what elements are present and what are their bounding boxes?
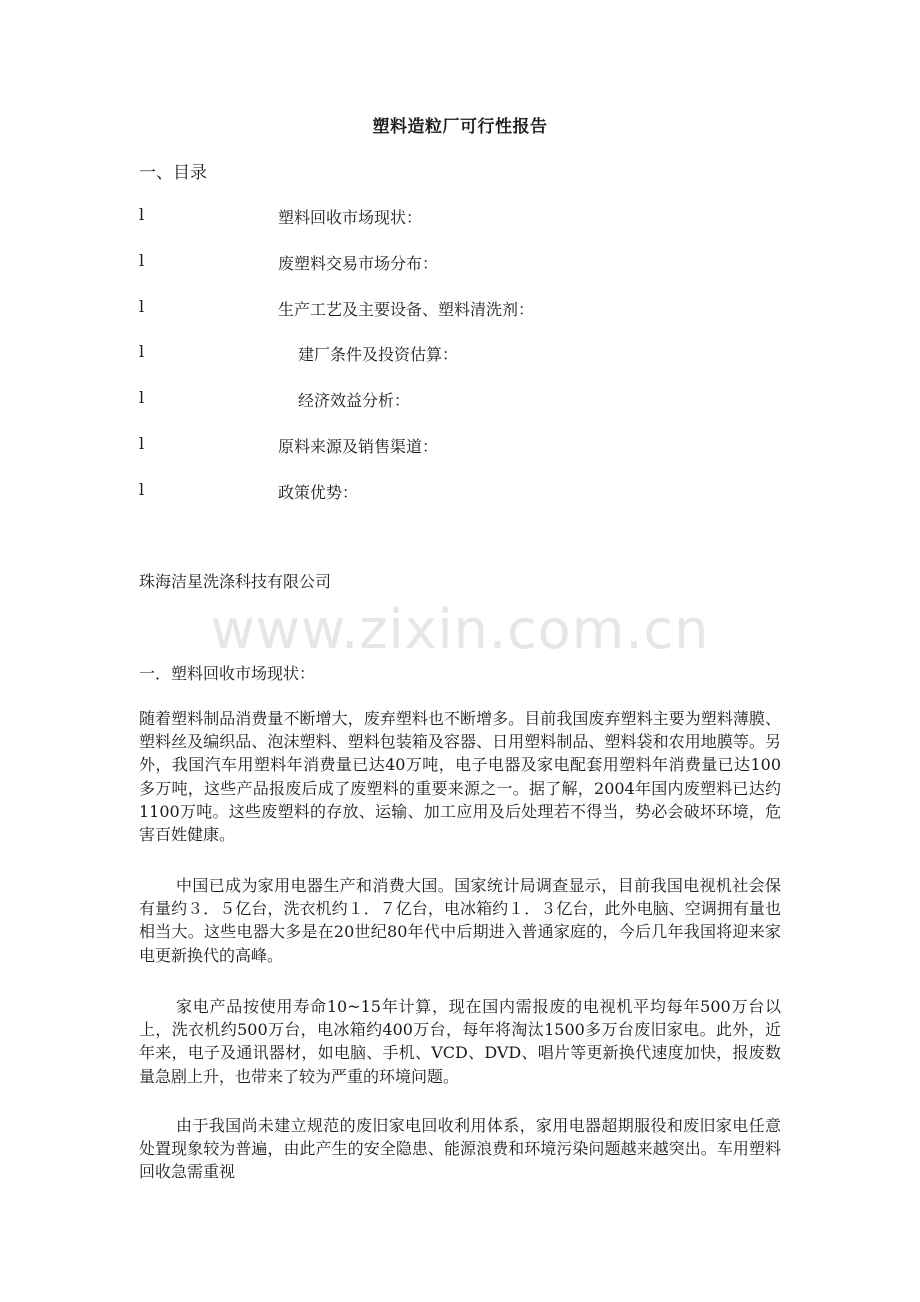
body-paragraph: 由于我国尚未建立规范的废旧家电回收利用体系，家用电器超期服役和废旧家电任意处置现象较为普遍，由此产生的安全隐患、能源浪费和环境污染问题越来越突出。车用塑料回收急需重视 — [139, 1116, 781, 1182]
toc-item — [139, 434, 779, 458]
toc-bullet: l — [139, 297, 145, 316]
toc-item — [139, 342, 779, 366]
document-title: 塑料造粒厂可行性报告 — [372, 117, 548, 137]
body-paragraph: 中国已成为家用电器生产和消费大国。国家统计局调查显示，目前我国电视机社会保有量约３．５亿台，洗衣机约１．７亿台，电冰箱约１．３亿台，此外电脑、空调拥有量也相当大。这些电器大多是在20世纪80年代中后期进入普通家庭的，今后几年我国将迎来家电更新换代的高峰。 — [139, 876, 781, 965]
toc-item-text: 废塑料交易市场分布： — [278, 254, 439, 273]
company-name: 珠海洁星洗涤科技有限公司 — [139, 572, 332, 591]
toc-item — [139, 388, 779, 412]
toc-item — [139, 297, 779, 321]
toc-bullet: l — [139, 342, 145, 361]
toc-heading: 一、目录 — [139, 163, 207, 183]
toc-item — [139, 251, 779, 275]
watermark: www.zixin.com.cn — [210, 598, 710, 661]
toc-bullet: l — [139, 251, 145, 270]
toc-bullet: l — [139, 205, 145, 224]
toc-bullet: l — [139, 480, 145, 499]
section-heading: 一．塑料回收市场现状： — [139, 664, 316, 683]
toc-bullet: l — [139, 388, 145, 407]
toc-item-text: 塑料回收市场现状： — [278, 208, 423, 227]
toc-item-text: 生产工艺及主要设备、塑料清洗剂： — [278, 300, 535, 319]
body-paragraph: 随着塑料制品消费量不断增大，废弃塑料也不断增多。目前我国废弃塑料主要为塑料薄膜、塑料丝及编织品、泡沫塑料、塑料包装箱及容器、日用塑料制品、塑料袋和农用地膜等。另外，我国汽车用塑料年消费量已达40万吨，电子电器及家电配套用塑料年消费量已达100多万吨，这些产品报废后成了废塑料的重要来源之一。据了解，2004年国内废塑料已达约1100万吨。这些废塑料的存放、运输、加工应用及后处理若不得当，势必会破坏环境，危害百姓健康。 — [139, 709, 781, 845]
toc-item-text: 建厂条件及投资估算： — [298, 345, 459, 364]
toc-item — [139, 205, 779, 229]
toc-item-text: 经济效益分析： — [298, 391, 411, 410]
toc-item — [139, 480, 779, 504]
body-paragraph: 家电产品按使用寿命10~15年计算，现在国内需报废的电视机平均每年500万台以上，洗衣机约500万台，电冰箱约400万台，每年将淘汰1500多万台废旧家电。此外，近年来，电子及通讯器材，如电脑、手机、VCD、DVD、唱片等更新换代速度加快，报废数量急剧上升，也带来了较为严重的环境问题。 — [139, 997, 781, 1086]
toc-item-text: 原料来源及销售渠道： — [278, 437, 439, 456]
toc-bullet: l — [139, 434, 145, 453]
toc-item-text: 政策优势： — [278, 483, 359, 502]
